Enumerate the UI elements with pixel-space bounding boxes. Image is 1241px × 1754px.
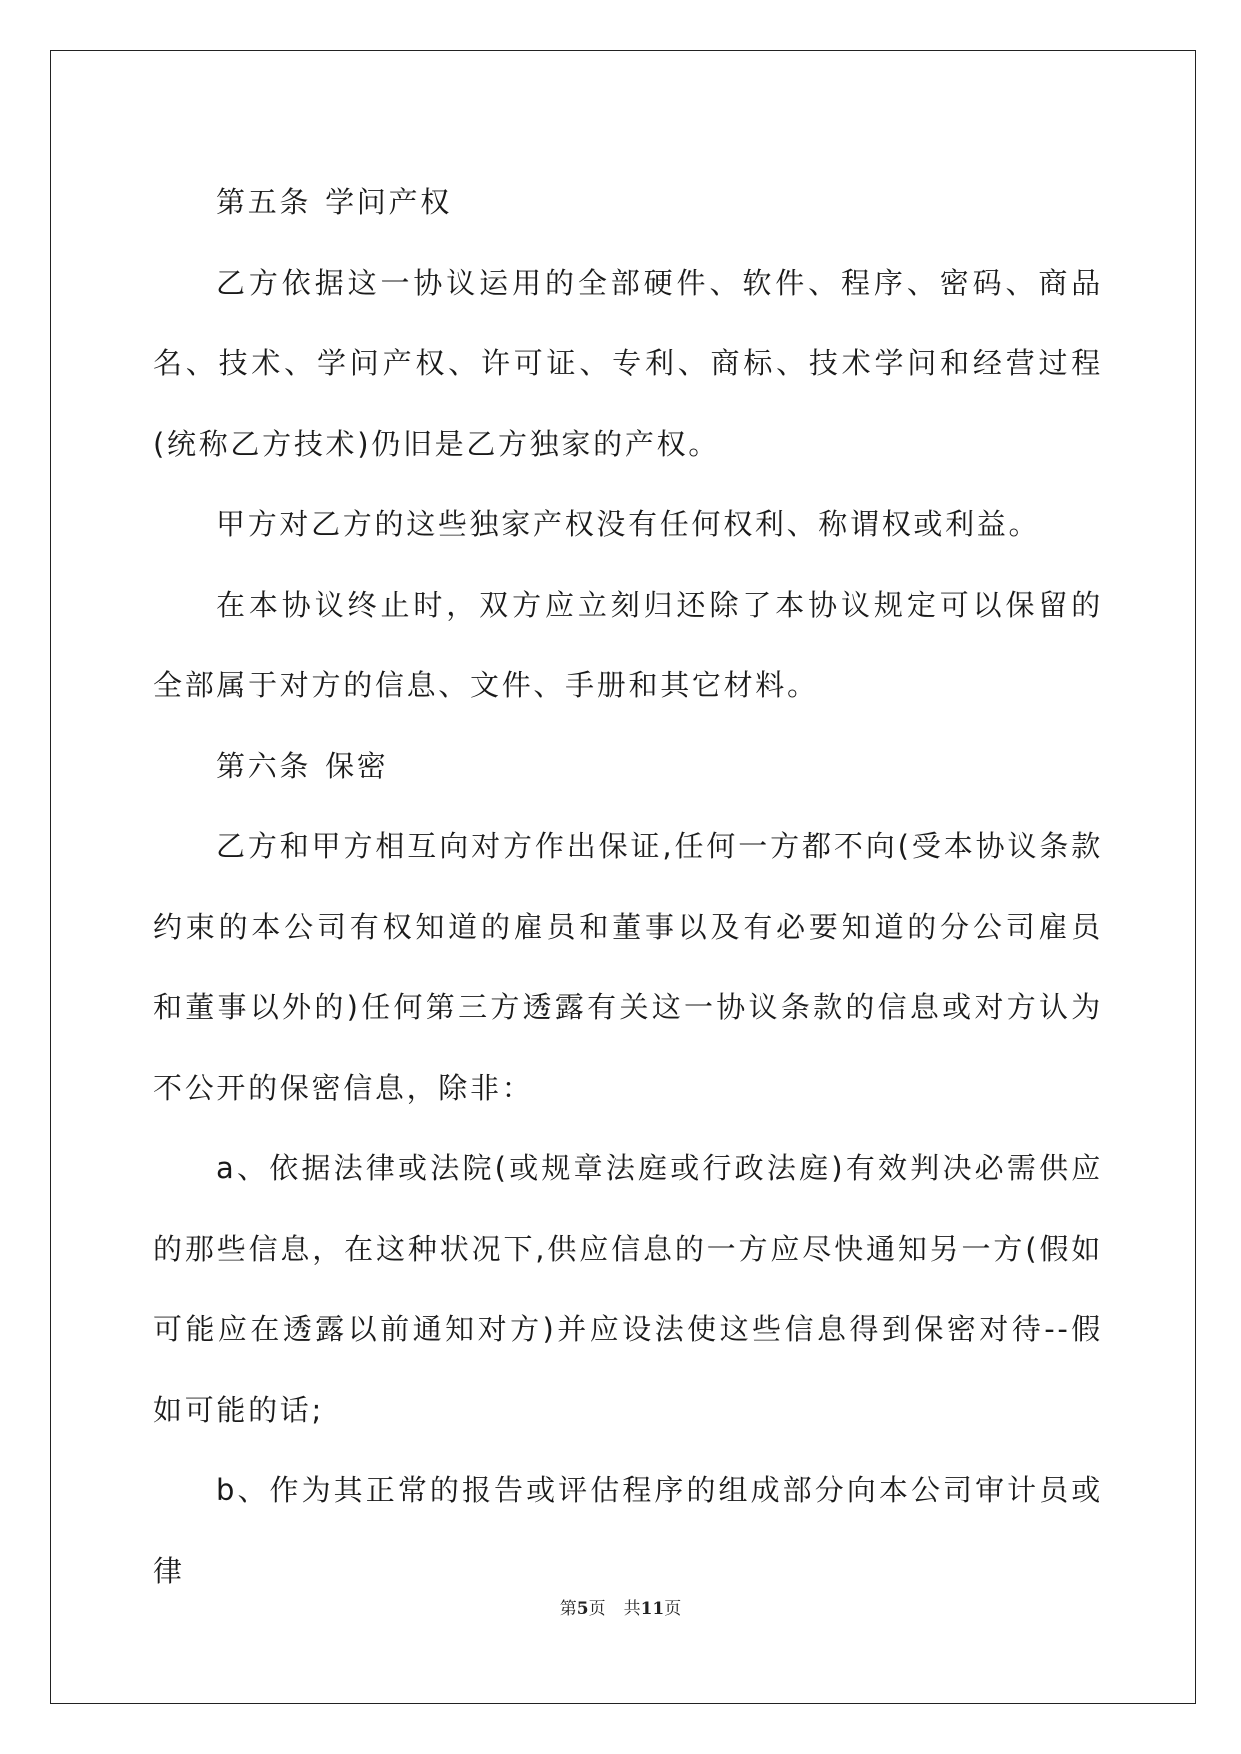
section-title: 学问产权 bbox=[325, 185, 452, 219]
section-heading-6 bbox=[153, 726, 1103, 807]
section-heading-5 bbox=[153, 162, 1103, 243]
footer-prefix: 第 bbox=[559, 1599, 577, 1619]
paragraph: a、依据法律或法院(或规章法庭或行政法庭)有效判决必需供应的那些信息，在这种状况下,供应信息的一方应尽快通知另一方(假如可能应在透露以前通知对方)并应设法使这些信息得到保密对待--假如可能的话; bbox=[153, 1151, 1103, 1427]
document-body bbox=[153, 162, 1103, 1611]
total-page-count: 11 bbox=[640, 1599, 665, 1619]
paragraph: b、作为其正常的报告或评估程序的组成部分向本公司审计员或律 bbox=[153, 1473, 1103, 1588]
footer-page-suffix: 页 bbox=[588, 1599, 606, 1619]
paragraph: 乙方依据这一协议运用的全部硬件、软件、程序、密码、商品名、技术、学问产权、许可证、专利、商标、技术学问和经营过程(统称乙方技术)仍旧是乙方独家的产权。 bbox=[153, 265, 1103, 461]
page-footer bbox=[0, 1594, 1241, 1619]
paragraph: 乙方和甲方相互向对方作出保证,任何一方都不向(受本协议条款约束的本公司有权知道的雇员和董事以及有必要知道的分公司雇员和董事以外的)任何第三方透露有关这一协议条款的信息或对方认为不公开的保密信息，除非： bbox=[153, 829, 1103, 1105]
footer-total-prefix: 共 bbox=[623, 1599, 641, 1619]
section-number: 第六条 bbox=[216, 748, 312, 783]
section-title: 保密 bbox=[325, 748, 389, 783]
current-page-number: 5 bbox=[576, 1599, 589, 1619]
paragraph: 在本协议终止时，双方应立刻归还除了本协议规定可以保留的全部属于对方的信息、文件、手册和其它材料。 bbox=[153, 587, 1103, 702]
section-number: 第五条 bbox=[216, 185, 312, 219]
paragraph: 甲方对乙方的这些独家产权没有任何权利、称谓权或利益。 bbox=[216, 507, 1041, 541]
footer-total-suffix: 页 bbox=[664, 1599, 682, 1619]
